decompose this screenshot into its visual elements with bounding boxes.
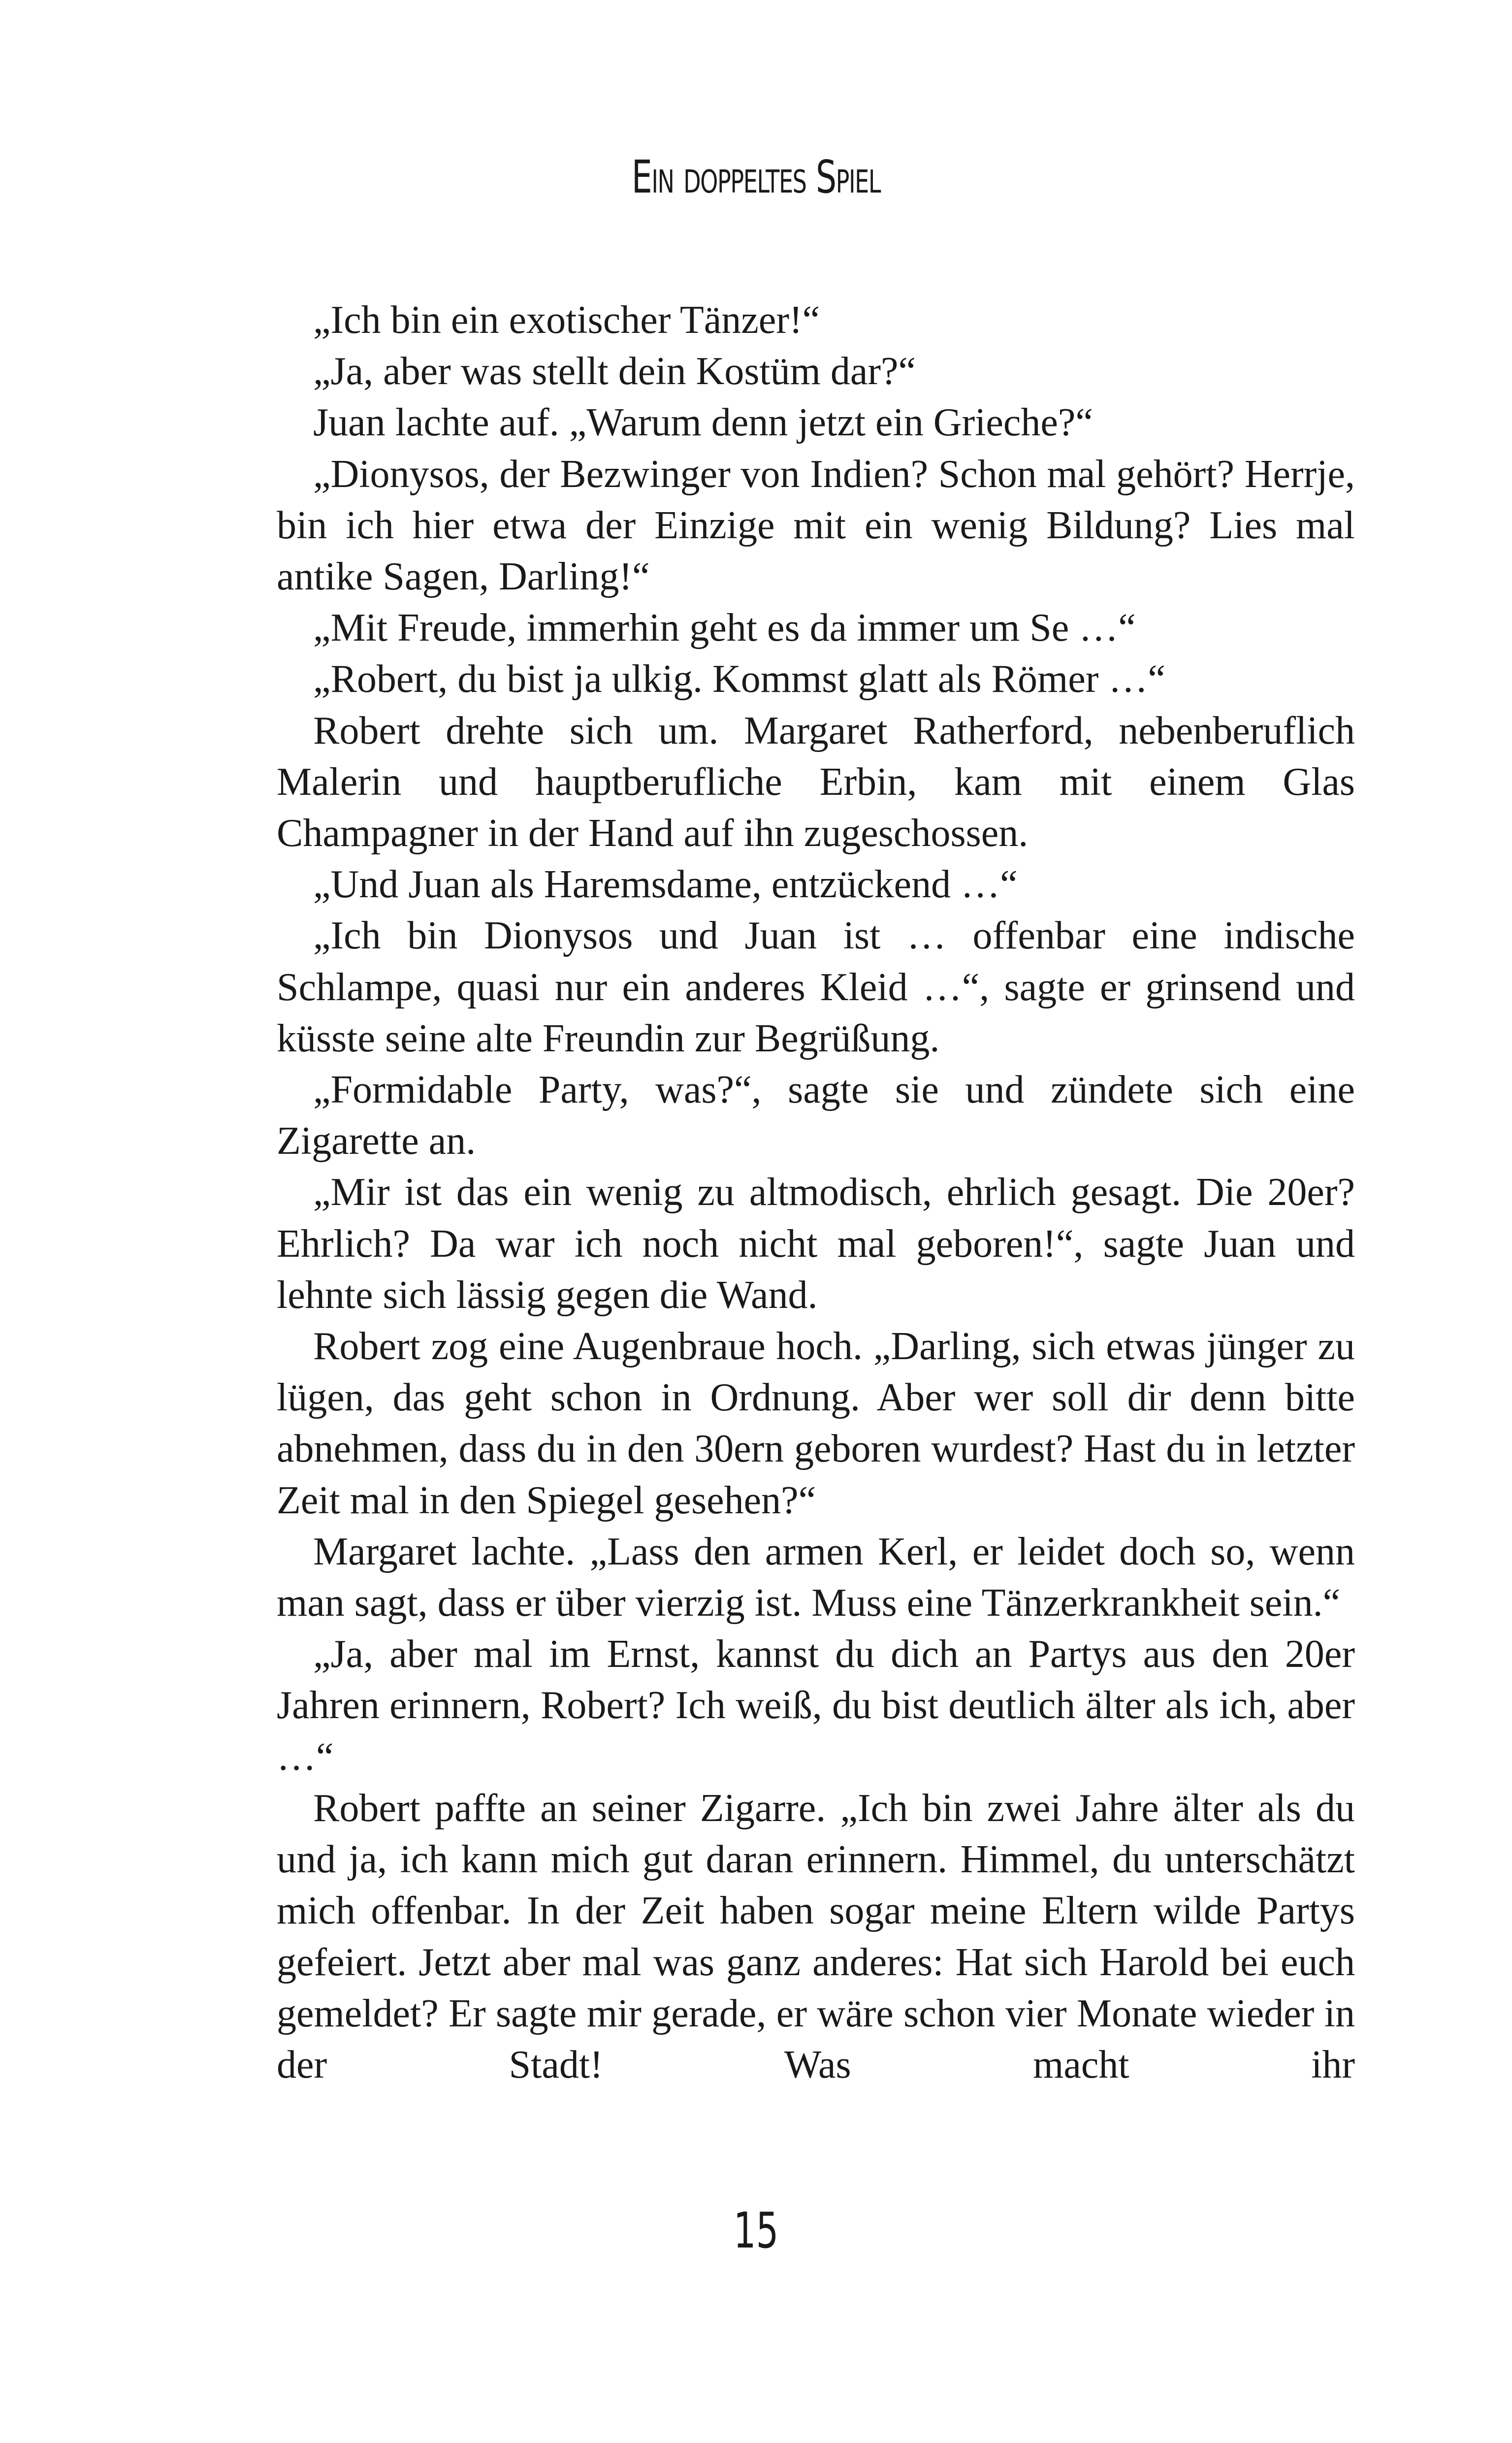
paragraph-8: „Und Juan als Haremsdame, entzückend …“ xyxy=(313,863,1018,907)
paragraph-3: Juan lachte auf. „Warum denn jetzt ein Grieche?“ xyxy=(313,401,1093,445)
paragraph-10: „Formidable Party, was?“, sagte sie und zündete sich eine Zigarette an. xyxy=(277,1068,1355,1163)
running-title: Ein doppeltes Spiel xyxy=(631,151,881,203)
body-text xyxy=(277,294,1355,2090)
page-number: 15 xyxy=(733,2202,779,2259)
paragraph-7: Robert drehte sich um. Margaret Ratherford, nebenberuflich Malerin und hauptberufliche Erbin, kam mit einem Glas Champagner in der Hand auf ihn zugeschossen. xyxy=(277,709,1355,855)
paragraph-1: „Ich bin ein exotischer Tänzer!“ xyxy=(313,298,820,342)
paragraph-14: „Ja, aber mal im Ernst, kannst du dich an Partys aus den 20er Jahren erinnern, Robert? Ich weiß, du bist deutlich älter als ich, aber …“ xyxy=(277,1632,1355,1779)
paragraph-6: „Robert, du bist ja ulkig. Kommst glatt als Römer …“ xyxy=(313,657,1165,701)
paragraph-5: „Mit Freude, immerhin geht es da immer um Se …“ xyxy=(313,606,1136,650)
paragraph-2: „Ja, aber was stellt dein Kostüm dar?“ xyxy=(313,350,916,393)
paragraph-4: „Dionysos, der Bezwinger von Indien? Schon mal gehört? Herrje, bin ich hier etwa der Einzige mit ein wenig Bildung? Lies mal antike Sagen, Darling!“ xyxy=(277,452,1355,599)
paragraph-9: „Ich bin Dionysos und Juan ist … offenbar eine indische Schlampe, quasi nur ein anderes Kleid …“, sagte er grinsend und küsste seine alte Freundin zur Begrüßung. xyxy=(277,914,1355,1060)
paragraph-13: Margaret lachte. „Lass den armen Kerl, er leidet doch so, wenn man sagt, dass er über vierzig ist. Muss eine Tänzerkrankheit sein.“ xyxy=(277,1530,1355,1625)
paragraph-11: „Mir ist das ein wenig zu altmodisch, ehrlich gesagt. Die 20er? Ehrlich? Da war ich noch nicht mal geboren!“, sagte Juan und lehnte sich lässig gegen die Wand. xyxy=(277,1171,1355,1317)
paragraph-15: Robert paffte an seiner Zigarre. „Ich bin zwei Jahre älter als du und ja, ich kann mich gut daran erinnern. Himmel, du unterschätzt mich offenbar. In der Zeit haben sogar meine Eltern wilde Partys gefeiert. Jetzt aber mal was ganz anderes: Hat sich Harold bei euch gemeldet? Er sagte mir gerade, er wäre schon vier Monate wieder in der Stadt! Was macht ihr xyxy=(277,1786,1355,2086)
paragraph-12: Robert zog eine Augenbraue hoch. „Darling, sich etwas jünger zu lügen, das geht schon in Ordnung. Aber wer soll dir denn bitte abnehmen, dass du in den 30ern geboren wurdest? Hast du in letzter Zeit mal in den Spiegel gesehen?“ xyxy=(277,1325,1355,1522)
